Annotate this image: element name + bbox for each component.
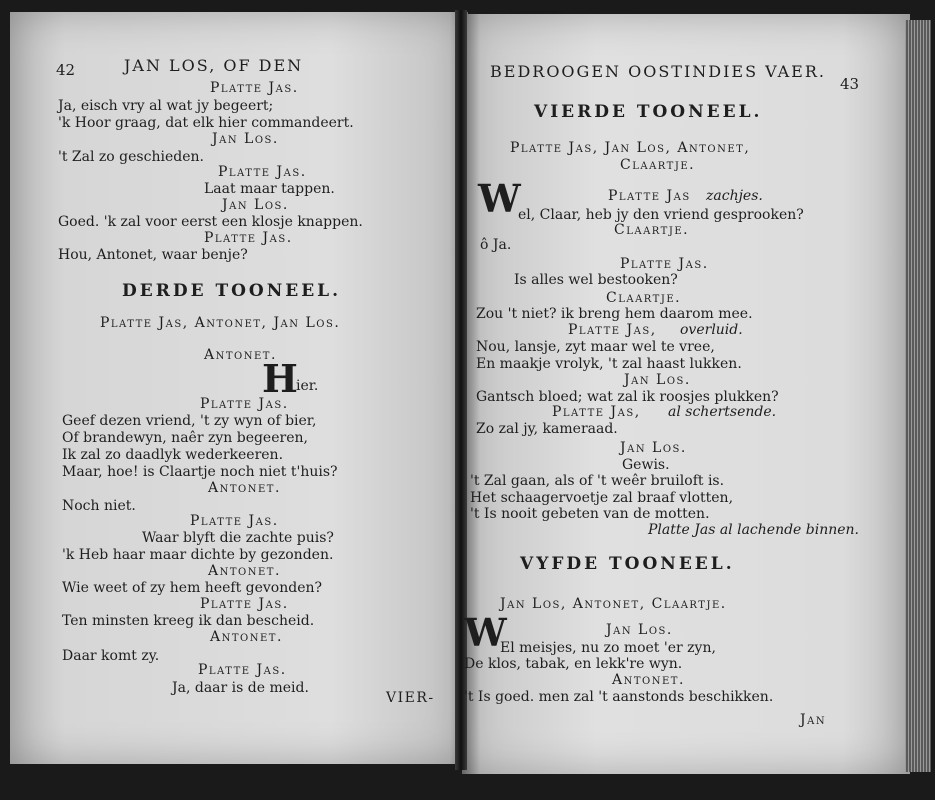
speaker: Antonet.	[210, 629, 283, 645]
verse-line: el, Claar, heb jy den vriend gesprooken?	[518, 207, 804, 223]
speaker: Platte Jas.	[210, 80, 299, 96]
verse-line: Daar komt zy.	[62, 648, 160, 664]
verse-line: Of brandewyn, naêr zyn begeeren,	[62, 430, 308, 446]
speaker: Claartje.	[614, 222, 690, 238]
verse-line: Maar, hoe! is Claartje noch niet t'huis?	[62, 464, 338, 480]
verse-line: Goed. 'k zal voor eerst een klosje knappen.	[58, 214, 363, 230]
stage-direction: Platte Jas al lachende binnen.	[648, 522, 860, 538]
verse-line: El meisjes, nu zo moet 'er zyn,	[500, 640, 716, 656]
verse-line: Ja, daar is de meid.	[172, 680, 309, 696]
verse-line: Hou, Antonet, waar benje?	[58, 247, 248, 263]
speaker: Platte Jas.	[218, 164, 307, 180]
speaker: Platte Jas	[608, 188, 691, 204]
page-number-right: 43	[840, 75, 860, 93]
speaker: Jan Los.	[222, 197, 289, 213]
speaker: Platte Jas.	[204, 230, 293, 246]
verse-line: 't Zal gaan, als of 't weêr bruiloft is.	[470, 473, 725, 489]
verse-line: Zou 't niet? ik breng hem daarom mee.	[476, 306, 753, 322]
scene-title: VYFDE TOONEEL.	[520, 554, 735, 574]
stage-direction: al schertsende.	[668, 404, 777, 420]
speaker: Jan Los.	[606, 622, 673, 638]
verse-line: 'k Hoor graag, dat elk hier commandeert.	[58, 115, 354, 131]
drop-cap: W	[464, 610, 507, 655]
stage-direction: overluid.	[680, 322, 743, 338]
speaker: Platte Jas.	[620, 256, 709, 272]
scene-cast: Platte Jas, Jan Los, Antonet,	[510, 140, 751, 156]
speaker: Platte Jas.	[190, 513, 279, 529]
speaker: Jan Los.	[620, 440, 687, 456]
drop-cap: H	[262, 356, 298, 401]
speaker: Platte Jas,	[568, 322, 657, 338]
speaker: Platte Jas.	[200, 596, 289, 612]
speaker: Antonet.	[204, 347, 277, 363]
verse-line: Het schaagervoetje zal braaf vlotten,	[470, 490, 734, 506]
running-head-right: BEDROOGEN OOSTINDIES VAER.	[490, 62, 826, 81]
page-edges	[905, 20, 931, 772]
stage-direction: zachjes.	[706, 188, 763, 204]
catchword-right: Jan	[800, 712, 827, 728]
verse-line: 'k Heb haar maar dichte by gezonden.	[62, 547, 334, 563]
verse-line: Ten minsten kreeg ik dan bescheid.	[62, 613, 315, 629]
verse-line: Gewis.	[622, 457, 670, 473]
verse-line: Ik zal zo daadlyk wederkeeren.	[62, 447, 284, 463]
speaker: Antonet.	[208, 563, 281, 579]
verse-line: ô Ja.	[480, 237, 512, 253]
speaker: Jan Los.	[212, 131, 279, 147]
verse-line: Is alles wel bestooken?	[514, 272, 678, 288]
verse-line: 't Is goed. men zal 't aanstonds beschikken.	[464, 689, 774, 705]
verse-line: 't Zal zo geschieden.	[58, 149, 204, 165]
speaker: Platte Jas.	[200, 396, 289, 412]
running-head-left: JAN LOS, OF DEN	[124, 56, 304, 75]
scene-title: VIERDE TOONEEL.	[534, 102, 763, 122]
verse-line: En maakje vrolyk, 't zal haast lukken.	[476, 356, 742, 372]
scene-cast: Platte Jas, Antonet, Jan Los.	[100, 315, 341, 331]
verse-line: Gantsch bloed; wat zal ik roosjes plukken?	[476, 389, 779, 405]
speaker: Antonet.	[208, 480, 281, 496]
speaker: Jan Los.	[624, 372, 691, 388]
verse-line: De klos, tabak, en lekk're wyn.	[464, 656, 683, 672]
verse-line: Waar blyft die zachte puis?	[142, 530, 334, 546]
verse-line: Geef dezen vriend, 't zy wyn of bier,	[62, 413, 317, 429]
scene-cast: Jan Los, Antonet, Claartje.	[500, 596, 727, 612]
verse-line: ier.	[296, 378, 319, 394]
scene-title: DERDE TOONEEL.	[122, 281, 342, 301]
verse-line: Noch niet.	[62, 498, 136, 514]
speaker: Antonet.	[612, 672, 685, 688]
catchword-left: VIER-	[386, 690, 435, 706]
verse-line: Laat maar tappen.	[204, 181, 335, 197]
scene-cast: Claartje.	[620, 157, 696, 173]
verse-line: Wie weet of zy hem heeft gevonden?	[62, 580, 323, 596]
verse-line: Ja, eisch vry al wat jy begeert;	[58, 98, 274, 114]
speaker: Platte Jas,	[552, 404, 641, 420]
speaker: Claartje.	[606, 290, 682, 306]
verse-line: Nou, lansje, zyt maar wel te vree,	[476, 339, 715, 355]
speaker: Platte Jas.	[198, 662, 287, 678]
drop-cap: W	[478, 176, 521, 221]
verse-line: 't Is nooit gebeten van de motten.	[470, 506, 710, 522]
page-number-left: 42	[56, 61, 76, 79]
verse-line: Zo zal jy, kameraad.	[476, 421, 618, 437]
